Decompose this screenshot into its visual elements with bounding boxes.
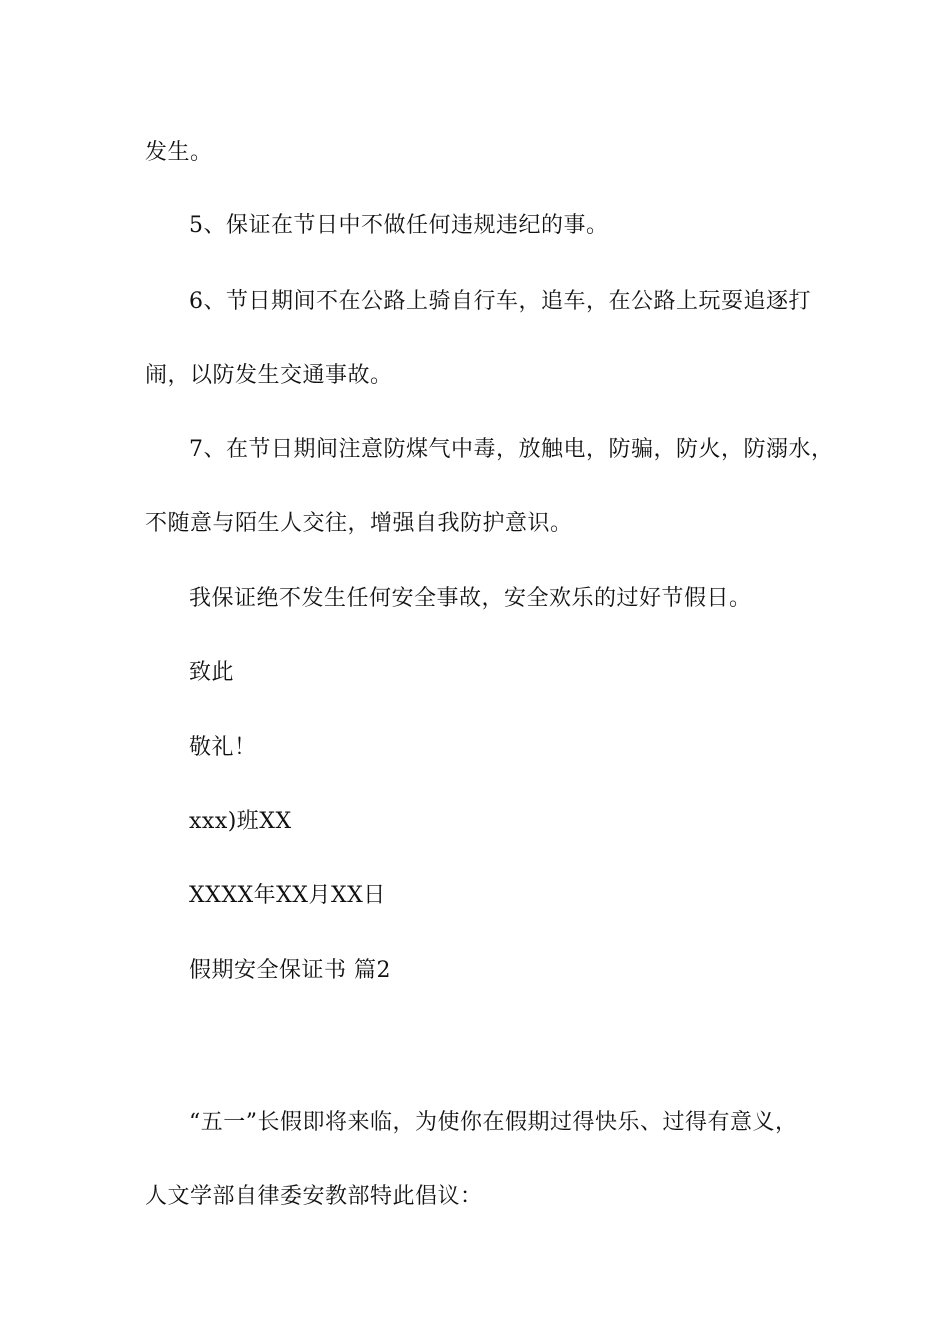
- paragraph-line: 闹，以防发生交通事故。: [145, 363, 393, 388]
- salutation-line: 敬礼！: [189, 735, 257, 760]
- paragraph-line: “五一”长假即将来临，为使你在假期过得快乐、过得有意义，: [189, 1110, 798, 1135]
- paragraph-line: 6、节日期间不在公路上骑自行车，追车，在公路上玩耍追逐打: [189, 289, 811, 314]
- paragraph-line: 5、保证在节日中不做任何违规违纪的事。: [189, 213, 609, 238]
- paragraph-line: 我保证绝不发生任何安全事故，安全欢乐的过好节假日。: [189, 586, 752, 611]
- paragraph-line: 人文学部自律委安教部特此倡议：: [145, 1184, 483, 1209]
- closing-line: 致此: [189, 660, 235, 685]
- paragraph-line: 不随意与陌生人交往，增强自我防护意识。: [145, 511, 573, 536]
- date-line: XXXX年XX月XX日: [189, 883, 386, 908]
- section-heading: 假期安全保证书 篇2: [189, 958, 391, 983]
- paragraph-line: 7、在节日期间注意防煤气中毒，放触电，防骗，防火，防溺水，: [189, 437, 834, 462]
- paragraph-line: 发生。: [145, 140, 213, 165]
- signature-line: xxx)班XX: [189, 809, 292, 834]
